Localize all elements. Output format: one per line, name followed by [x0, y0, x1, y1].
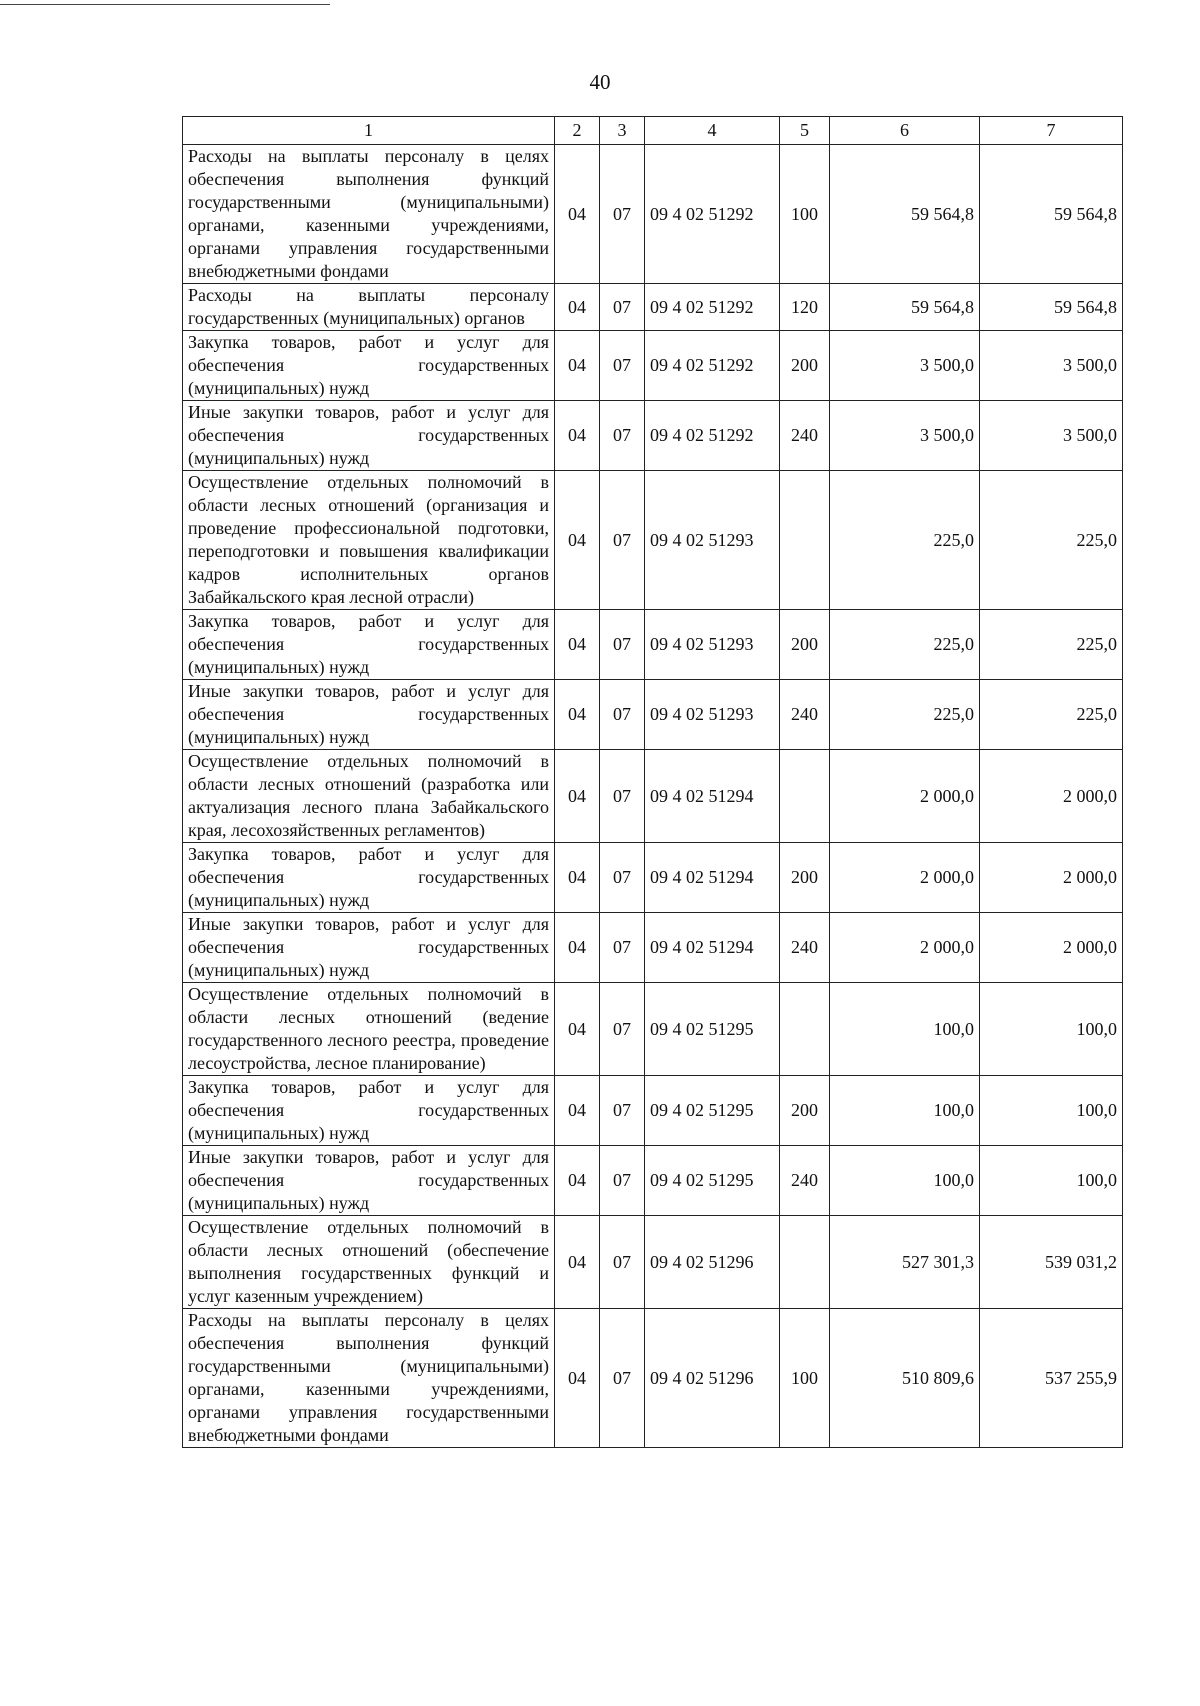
row-description: Закупка товаров, работ и услуг для обеспечения государственных (муниципальных) нужд — [183, 1076, 555, 1146]
amount-year-1: 100,0 — [830, 983, 980, 1076]
subsection-code: 07 — [600, 680, 645, 750]
table-row — [183, 913, 1123, 983]
amount-year-2: 225,0 — [980, 610, 1123, 680]
subsection-code: 07 — [600, 610, 645, 680]
section-code: 04 — [555, 610, 600, 680]
amount-year-2: 100,0 — [980, 983, 1123, 1076]
amount-year-1: 2 000,0 — [830, 843, 980, 913]
amount-year-2: 3 500,0 — [980, 401, 1123, 471]
row-description: Иные закупки товаров, работ и услуг для обеспечения государственных (муниципальных) нужд — [183, 680, 555, 750]
target-article-code: 09 4 02 51295 — [645, 1146, 780, 1216]
section-code: 04 — [555, 1216, 600, 1309]
subsection-code: 07 — [600, 331, 645, 401]
expense-type-code: 240 — [780, 401, 830, 471]
target-article-code: 09 4 02 51296 — [645, 1309, 780, 1448]
subsection-code: 07 — [600, 1146, 645, 1216]
section-code: 04 — [555, 1146, 600, 1216]
amount-year-2: 2 000,0 — [980, 913, 1123, 983]
amount-year-2: 3 500,0 — [980, 331, 1123, 401]
subsection-code: 07 — [600, 1076, 645, 1146]
amount-year-1: 225,0 — [830, 471, 980, 610]
target-article-code: 09 4 02 51294 — [645, 913, 780, 983]
section-code: 04 — [555, 284, 600, 331]
row-description: Закупка товаров, работ и услуг для обеспечения государственных (муниципальных) нужд — [183, 331, 555, 401]
subsection-code: 07 — [600, 401, 645, 471]
expense-type-code: 100 — [780, 145, 830, 284]
header-cell: 2 — [555, 117, 600, 145]
subsection-code: 07 — [600, 1309, 645, 1448]
amount-year-1: 59 564,8 — [830, 284, 980, 331]
scan-top-rule — [0, 4, 330, 5]
table-row — [183, 843, 1123, 913]
expense-type-code — [780, 471, 830, 610]
target-article-code: 09 4 02 51294 — [645, 750, 780, 843]
expense-type-code: 240 — [780, 1146, 830, 1216]
table-row — [183, 610, 1123, 680]
subsection-code: 07 — [600, 145, 645, 284]
section-code: 04 — [555, 843, 600, 913]
row-description: Иные закупки товаров, работ и услуг для обеспечения государственных (муниципальных) нужд — [183, 913, 555, 983]
subsection-code: 07 — [600, 1216, 645, 1309]
amount-year-2: 539 031,2 — [980, 1216, 1123, 1309]
target-article-code: 09 4 02 51292 — [645, 401, 780, 471]
table-row — [183, 1216, 1123, 1309]
header-cell: 3 — [600, 117, 645, 145]
section-code: 04 — [555, 1076, 600, 1146]
amount-year-2: 225,0 — [980, 471, 1123, 610]
table-row — [183, 145, 1123, 284]
expense-type-code: 200 — [780, 843, 830, 913]
amount-year-1: 2 000,0 — [830, 750, 980, 843]
subsection-code: 07 — [600, 471, 645, 610]
row-description: Иные закупки товаров, работ и услуг для обеспечения государственных (муниципальных) нужд — [183, 401, 555, 471]
section-code: 04 — [555, 331, 600, 401]
row-description: Закупка товаров, работ и услуг для обеспечения государственных (муниципальных) нужд — [183, 610, 555, 680]
subsection-code: 07 — [600, 284, 645, 331]
table-row — [183, 983, 1123, 1076]
target-article-code: 09 4 02 51292 — [645, 145, 780, 284]
expense-type-code: 240 — [780, 913, 830, 983]
amount-year-1: 100,0 — [830, 1076, 980, 1146]
table-row — [183, 750, 1123, 843]
section-code: 04 — [555, 401, 600, 471]
subsection-code: 07 — [600, 843, 645, 913]
table-row — [183, 471, 1123, 610]
row-description: Иные закупки товаров, работ и услуг для обеспечения государственных (муниципальных) нужд — [183, 1146, 555, 1216]
amount-year-1: 3 500,0 — [830, 401, 980, 471]
expense-type-code — [780, 1216, 830, 1309]
target-article-code: 09 4 02 51293 — [645, 680, 780, 750]
amount-year-2: 100,0 — [980, 1076, 1123, 1146]
row-description: Осуществление отдельных полномочий в области лесных отношений (разработка или актуализация лесного плана Забайкальского края, лесохозяйственных регламентов) — [183, 750, 555, 843]
amount-year-2: 59 564,8 — [980, 284, 1123, 331]
table-row — [183, 284, 1123, 331]
amount-year-1: 59 564,8 — [830, 145, 980, 284]
section-code: 04 — [555, 1309, 600, 1448]
row-description: Закупка товаров, работ и услуг для обеспечения государственных (муниципальных) нужд — [183, 843, 555, 913]
target-article-code: 09 4 02 51296 — [645, 1216, 780, 1309]
table-row — [183, 331, 1123, 401]
target-article-code: 09 4 02 51293 — [645, 610, 780, 680]
target-article-code: 09 4 02 51294 — [645, 843, 780, 913]
expense-type-code — [780, 750, 830, 843]
amount-year-2: 59 564,8 — [980, 145, 1123, 284]
table-body — [183, 145, 1123, 1448]
subsection-code: 07 — [600, 913, 645, 983]
header-cell: 7 — [980, 117, 1123, 145]
amount-year-2: 2 000,0 — [980, 750, 1123, 843]
amount-year-1: 527 301,3 — [830, 1216, 980, 1309]
table-row — [183, 680, 1123, 750]
amount-year-2: 225,0 — [980, 680, 1123, 750]
section-code: 04 — [555, 680, 600, 750]
expense-type-code: 200 — [780, 1076, 830, 1146]
amount-year-1: 510 809,6 — [830, 1309, 980, 1448]
header-cell: 1 — [183, 117, 555, 145]
header-cell: 5 — [780, 117, 830, 145]
amount-year-1: 225,0 — [830, 610, 980, 680]
row-description: Расходы на выплаты персоналу в целях обеспечения выполнения функций государственными (муниципальными) органами, казенными учреждениями, органами управления государственными внебюджетными фондами — [183, 1309, 555, 1448]
amount-year-1: 100,0 — [830, 1146, 980, 1216]
header-cell: 6 — [830, 117, 980, 145]
page-number: 40 — [589, 70, 611, 94]
amount-year-1: 225,0 — [830, 680, 980, 750]
section-code: 04 — [555, 471, 600, 610]
expense-type-code: 240 — [780, 680, 830, 750]
amount-year-1: 2 000,0 — [830, 913, 980, 983]
row-description: Осуществление отдельных полномочий в области лесных отношений (организация и проведение профессиональной подготовки, переподготовки и повышения квалификации кадров исполнительных органов Забайкальского края лесной отрасли) — [183, 471, 555, 610]
table-row — [183, 1076, 1123, 1146]
header-cell: 4 — [645, 117, 780, 145]
subsection-code: 07 — [600, 750, 645, 843]
table-row — [183, 1309, 1123, 1448]
amount-year-2: 2 000,0 — [980, 843, 1123, 913]
expense-type-code: 120 — [780, 284, 830, 331]
amount-year-2: 537 255,9 — [980, 1309, 1123, 1448]
header-row — [183, 117, 1123, 145]
row-description: Расходы на выплаты персоналу в целях обеспечения выполнения функций государственными (муниципальными) органами, казенными учреждениями, органами управления государственными внебюджетными фондами — [183, 145, 555, 284]
section-code: 04 — [555, 913, 600, 983]
target-article-code: 09 4 02 51295 — [645, 1076, 780, 1146]
expense-type-code: 200 — [780, 610, 830, 680]
row-description: Осуществление отдельных полномочий в области лесных отношений (ведение государственного лесного реестра, проведение лесоустройства, лесное планирование) — [183, 983, 555, 1076]
row-description: Расходы на выплаты персоналу государственных (муниципальных) органов — [183, 284, 555, 331]
table-row — [183, 401, 1123, 471]
expense-type-code: 200 — [780, 331, 830, 401]
budget-table — [182, 116, 1123, 1448]
section-code: 04 — [555, 983, 600, 1076]
amount-year-1: 3 500,0 — [830, 331, 980, 401]
target-article-code: 09 4 02 51295 — [645, 983, 780, 1076]
target-article-code: 09 4 02 51293 — [645, 471, 780, 610]
target-article-code: 09 4 02 51292 — [645, 284, 780, 331]
table-row — [183, 1146, 1123, 1216]
subsection-code: 07 — [600, 983, 645, 1076]
section-code: 04 — [555, 750, 600, 843]
expense-type-code — [780, 983, 830, 1076]
target-article-code: 09 4 02 51292 — [645, 331, 780, 401]
row-description: Осуществление отдельных полномочий в области лесных отношений (обеспечение выполнения государственных функций и услуг казенным учреждением) — [183, 1216, 555, 1309]
amount-year-2: 100,0 — [980, 1146, 1123, 1216]
expense-type-code: 100 — [780, 1309, 830, 1448]
section-code: 04 — [555, 145, 600, 284]
